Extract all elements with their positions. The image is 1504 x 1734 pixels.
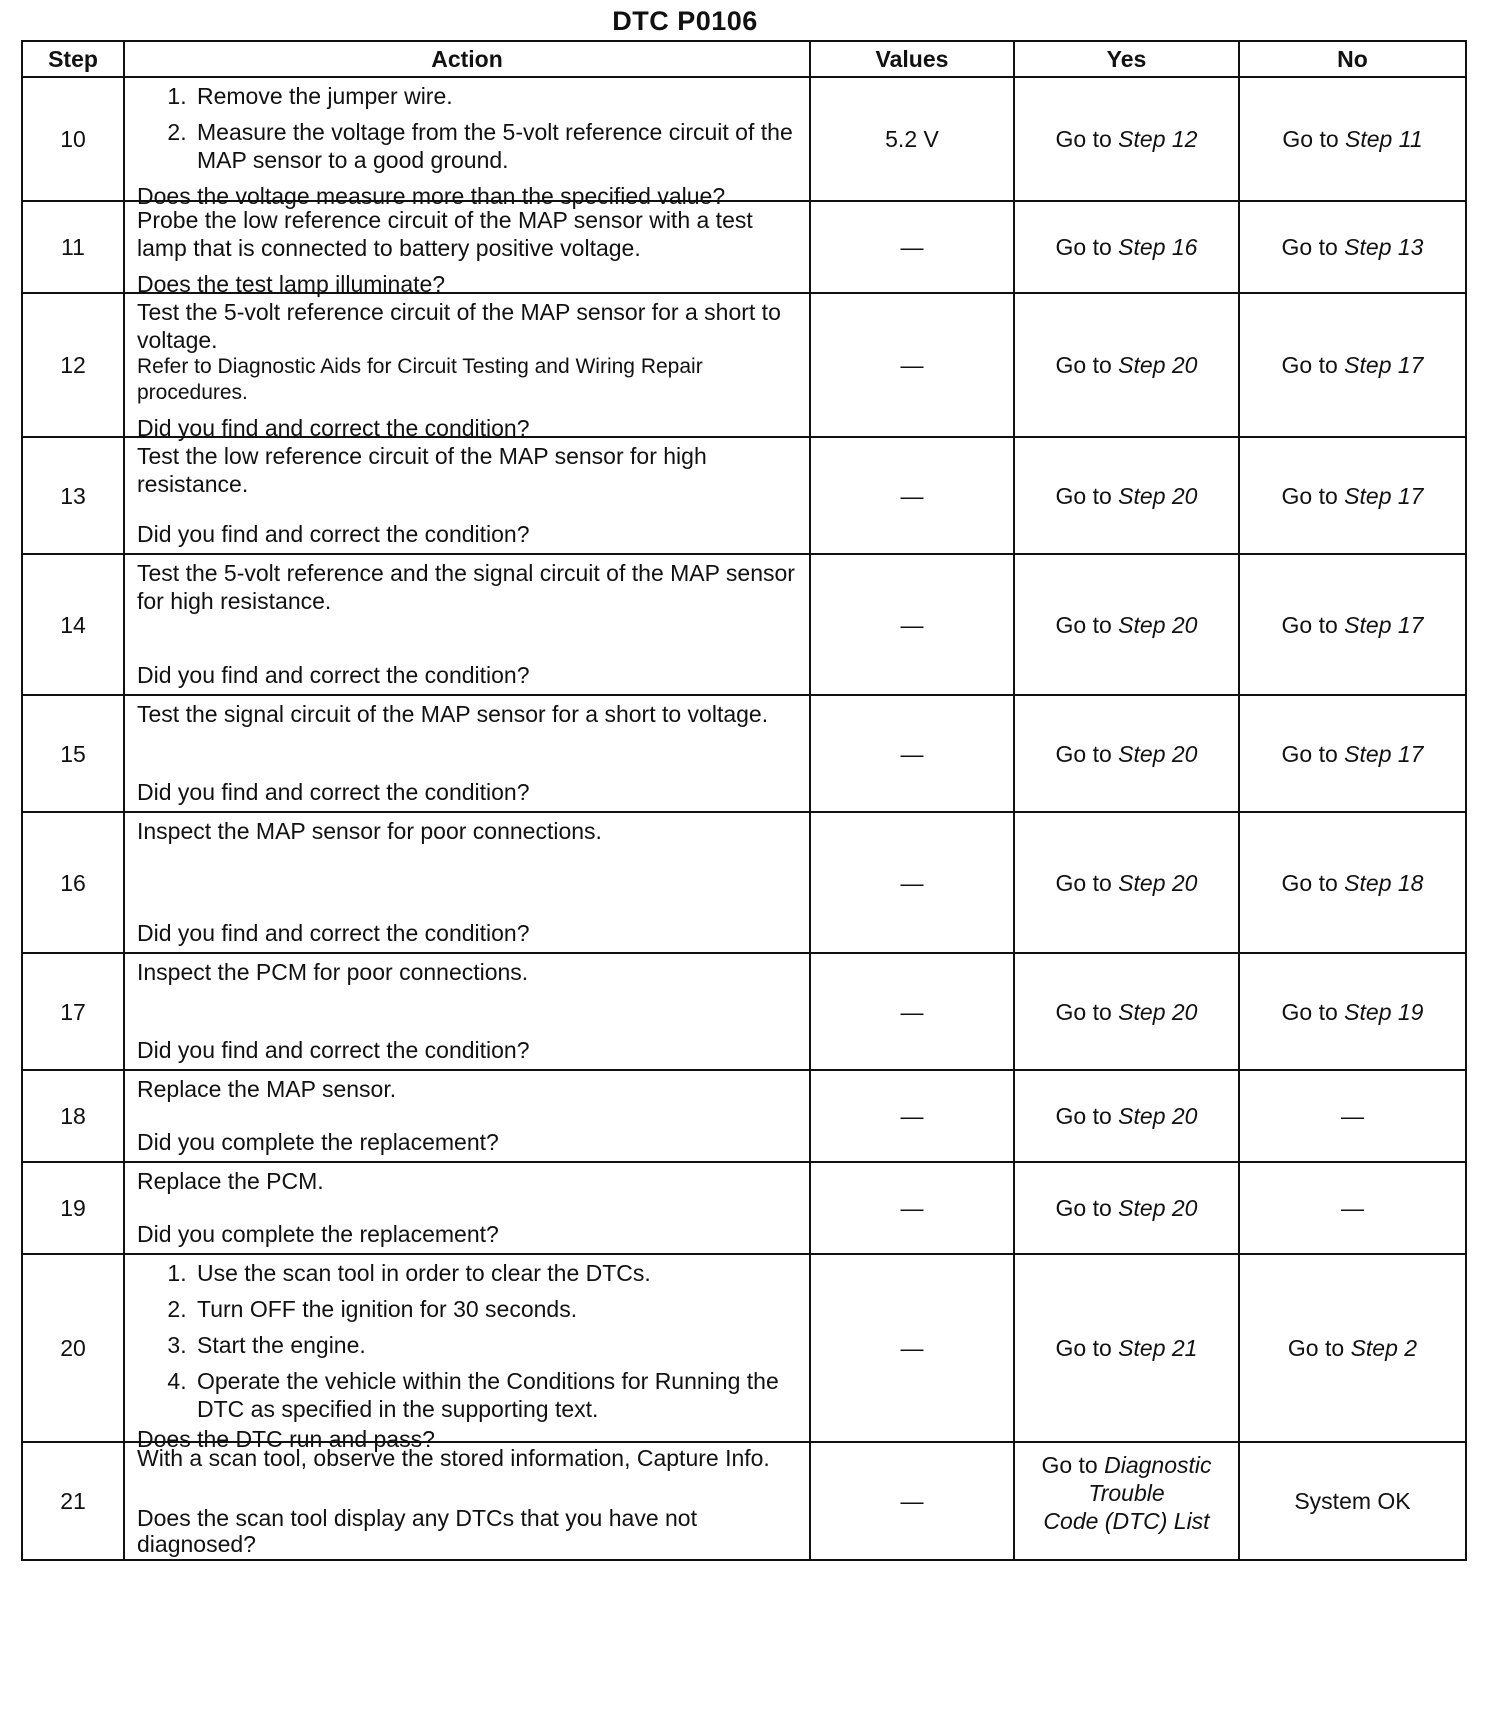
goto-prefix: Go to [1281,740,1338,767]
goto-step-link[interactable]: Step 11 [1345,126,1423,152]
value-cell: — [810,201,1014,293]
step-number: 20 [22,1254,124,1442]
goto-prefix: Go to [1281,352,1338,378]
header-yes: Yes [1014,41,1239,77]
step-number: 17 [22,953,124,1070]
action-text: Test the 5-volt reference and the signal circuit of the MAP sensor for high resistance. [137,560,795,614]
value-cell: — [810,812,1014,953]
goto-step-link[interactable]: Step 13 [1344,234,1424,260]
step-number: 18 [22,1070,124,1162]
goto-step-link[interactable]: Step 20 [1118,1195,1198,1221]
yes-cell [1014,201,1239,293]
action-step-item: 4. Operate the vehicle within the Conditions for Running the DTC as specified in the supporting text. [193,1367,801,1423]
action-cell [124,1442,810,1560]
header-step: Step [22,41,124,77]
table-header-row [22,41,1466,77]
goto-prefix: Go to [1055,234,1112,260]
action-steps [137,82,801,174]
value-cell: — [810,1442,1014,1560]
goto-dtc-list-link[interactable]: Diagnostic [1104,1452,1212,1478]
table-row [22,1162,1466,1254]
value-cell: — [810,695,1014,812]
goto-step-link[interactable]: Step 20 [1118,1103,1198,1129]
goto-prefix: Go to [1281,234,1338,260]
table-row [22,77,1466,201]
goto-step-link[interactable]: Step 19 [1344,998,1424,1025]
goto-prefix: Go to [1287,1335,1345,1361]
goto-step-link[interactable]: Step 20 [1118,611,1198,638]
action-cell [124,1070,810,1162]
action-cell [124,1254,810,1452]
yes-cell [1014,812,1239,953]
yes-cell [1014,1162,1239,1254]
value-cell: — [810,554,1014,695]
yes-cell [1014,293,1239,437]
value-cell: — [810,953,1014,1070]
goto-prefix: Go to [1055,352,1112,378]
no-cell [1239,293,1466,437]
action-question: Does the voltage measure more than the specified value? [137,183,726,209]
action-text: Test the signal circuit of the MAP sensor for a short to voltage. [137,701,769,727]
table-row [22,953,1466,1070]
no-cell [1239,554,1466,695]
action-cell [124,293,810,441]
goto-step-link[interactable]: Step 16 [1118,234,1198,260]
goto-prefix: Go to [1055,869,1112,896]
goto-prefix: Go to [1055,740,1112,767]
header-no: No [1239,41,1466,77]
table-row [22,293,1466,437]
yes-cell [1014,437,1239,554]
yes-cell [1014,1070,1239,1162]
goto-prefix: Go to [1041,1452,1098,1478]
yes-cell [1014,695,1239,812]
goto-prefix: Go to [1055,126,1112,152]
goto-step-link[interactable]: Step 17 [1344,352,1424,378]
no-cell [1239,77,1466,201]
page-title: DTC P0106 [612,6,758,36]
action-cell [124,953,810,1070]
table-row [22,201,1466,293]
no-cell: System OK [1239,1442,1466,1560]
action-text: Test the 5-volt reference circuit of the MAP sensor for a short to voltage. [137,299,781,353]
action-text: With a scan tool, observe the stored information, Capture Info. [137,1445,770,1471]
action-cell [124,201,810,297]
step-number: 13 [22,437,124,554]
goto-prefix: Go to [1281,998,1338,1025]
value-cell: — [810,1162,1014,1254]
goto-prefix: Go to [1055,611,1112,638]
no-cell [1239,812,1466,953]
yes-cell [1014,1254,1239,1442]
goto-step-link[interactable]: Step 20 [1118,740,1198,767]
action-question: Does the scan tool display any DTCs that you have not diagnosed? [137,1505,697,1557]
step-number: 14 [22,554,124,695]
goto-step-link[interactable]: Step 20 [1118,869,1198,896]
action-question: Did you find and correct the condition? [137,779,530,805]
action-cell [124,695,810,812]
action-question: Does the test lamp illuminate? [137,271,446,297]
header-values: Values [810,41,1014,77]
action-text: Inspect the MAP sensor for poor connections. [137,818,602,844]
no-cell [1239,201,1466,293]
goto-prefix: Go to [1282,126,1339,152]
action-step-item: 1. Use the scan tool in order to clear the DTCs. [193,1259,801,1287]
goto-prefix: Go to [1055,1335,1112,1361]
goto-prefix: Go to [1055,482,1112,509]
action-question: Did you find and correct the condition? [137,1037,530,1063]
step-number: 16 [22,812,124,953]
step-number: 10 [22,77,124,201]
action-question: Did you find and correct the condition? [137,415,530,441]
value-cell: 5.2 V [810,77,1014,201]
yes-cell [1014,953,1239,1070]
value-cell: — [810,1070,1014,1162]
goto-prefix: Go to [1055,1103,1112,1129]
goto-dtc-list-link[interactable]: Trouble [1088,1480,1165,1506]
goto-prefix: Go to [1055,998,1112,1025]
value-cell: — [810,437,1014,554]
yes-cell [1014,554,1239,695]
action-question: Does the DTC run and pass? [137,1426,435,1452]
no-cell [1239,437,1466,554]
action-step-item: 2. Turn OFF the ignition for 30 seconds. [193,1295,801,1323]
no-cell: — [1239,1070,1466,1162]
action-question: Did you complete the replacement? [137,1221,499,1247]
action-text: Probe the low reference circuit of the MAP sensor with a test lamp that is connected to battery positive voltage. [137,207,753,261]
action-text: Test the low reference circuit of the MAP sensor for high resistance. [137,443,707,497]
action-text: Replace the MAP sensor. [137,1076,397,1102]
table-row [22,437,1466,554]
goto-dtc-list-link[interactable]: Code (DTC) List [1043,1508,1210,1534]
table-row [22,695,1466,812]
action-step-item: 1. Remove the jumper wire. [193,82,801,110]
action-cell [124,437,810,554]
yes-cell [1014,77,1239,201]
goto-step-link[interactable]: Step 21 [1118,1335,1198,1361]
action-cell [124,77,810,209]
header-action: Action [124,41,810,77]
value-cell: — [810,1254,1014,1442]
table-row [22,1442,1466,1560]
goto-step-link[interactable]: Step 18 [1344,869,1424,896]
table-row [22,1254,1466,1442]
goto-step-link[interactable]: Step 20 [1118,482,1198,509]
action-note: Refer to Diagnostic Aids for Circuit Testing and Wiring Repair procedures. [137,355,703,404]
action-text: Replace the PCM. [137,1168,324,1194]
goto-step-link[interactable]: Step 17 [1344,740,1424,767]
goto-step-link[interactable]: Step 20 [1118,352,1198,378]
action-step-item: 2. Measure the voltage from the 5-volt reference circuit of the MAP sensor to a good ground. [193,118,801,174]
action-cell [124,812,810,953]
goto-step-link[interactable]: Step 17 [1344,611,1424,638]
step-number: 21 [22,1442,124,1560]
diagnostic-table [21,40,1467,1561]
yes-cell [1014,1442,1239,1560]
goto-step-link[interactable]: Step 17 [1344,482,1424,509]
value-cell: — [810,293,1014,437]
step-number: 15 [22,695,124,812]
goto-step-link[interactable]: Step 20 [1118,998,1198,1025]
no-cell [1239,953,1466,1070]
action-question: Did you find and correct the condition? [137,521,530,547]
no-cell [1239,695,1466,812]
table-row [22,812,1466,953]
step-number: 11 [22,201,124,293]
action-cell [124,554,810,695]
goto-prefix: Go to [1281,482,1338,509]
action-question: Did you find and correct the condition? [137,662,530,688]
action-step-item: 3. Start the engine. [193,1331,801,1359]
table-row [22,554,1466,695]
goto-step-link[interactable]: Step 2 [1350,1335,1418,1361]
action-steps [137,1259,801,1423]
action-cell [124,1162,810,1254]
goto-prefix: Go to [1281,611,1338,638]
goto-step-link[interactable]: Step 12 [1118,126,1198,152]
no-cell: — [1239,1162,1466,1254]
action-question: Did you complete the replacement? [137,1129,499,1155]
step-number: 12 [22,293,124,437]
table-row [22,1070,1466,1162]
step-number: 19 [22,1162,124,1254]
action-question: Did you find and correct the condition? [137,920,530,946]
no-cell [1239,1254,1466,1442]
action-text: Inspect the PCM for poor connections. [137,959,529,985]
goto-prefix: Go to [1281,869,1338,896]
goto-prefix: Go to [1055,1195,1112,1221]
